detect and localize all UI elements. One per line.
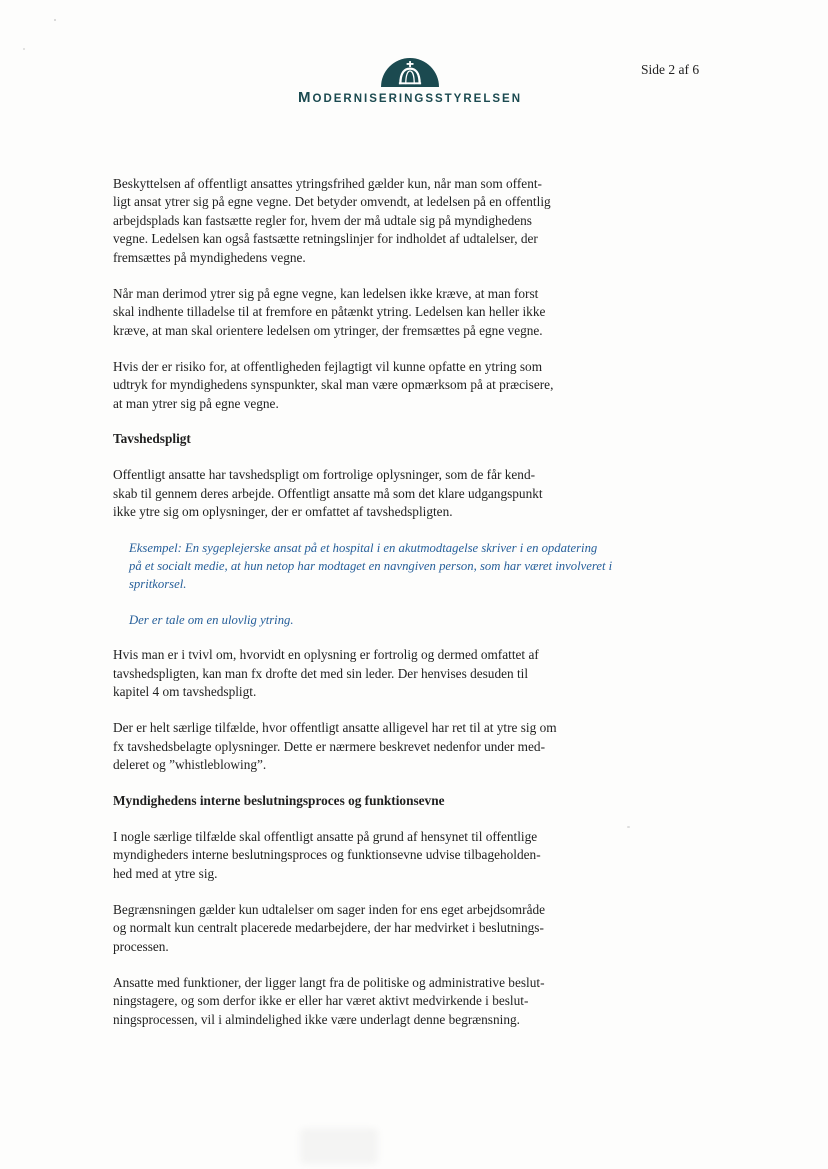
scan-speck <box>54 19 56 21</box>
text-line: Når man derimod ytrer sig på egne vegne, kan ledelsen ikke kræve, at man forst <box>113 285 539 301</box>
text-line: I nogle særlige tilfælde skal offentligt ansatte på grund af hensynet til offentlige <box>113 828 538 844</box>
scan-smudge <box>300 1128 378 1164</box>
text-line: spritkorsel. <box>129 577 187 592</box>
text-line: kræve, at man skal orientere ledelsen om ytringer, der fremsættes på egne vegne. <box>113 322 543 338</box>
text-line: skal indhente tilladelse til at fremfore en påtænkt ytring. Ledelsen kan heller ikke <box>113 304 546 320</box>
text-line: skab til gennem deres arbejde. Offentligt ansatte må som det klare udgangspunkt <box>113 485 543 501</box>
paragraph <box>113 285 615 340</box>
text-line: fx tavshedsbelagte oplysninger. Dette er nærmere beskrevet nedenfor under med- <box>113 738 545 754</box>
crown-icon <box>381 58 439 87</box>
text-line: på et socialt medie, at hun netop har modtaget en navngiven person, som har været involveret i <box>129 559 613 574</box>
text-line: ikke ytre sig om oplysninger, der er omfattet af tavshedspligten. <box>113 504 453 520</box>
paragraph <box>113 828 615 883</box>
paragraph <box>113 719 615 774</box>
text-line: Begrænsningen gælder kun udtalelser om sager inden for ens eget arbejdsområde <box>113 901 546 917</box>
logo-wordmark: MODERNISERINGSSTYRELSEN <box>298 89 522 106</box>
section-heading <box>113 430 615 448</box>
text-line: Myndighedens interne beslutningsproces og funktionsevne <box>113 793 445 809</box>
document-blocks <box>113 175 615 1047</box>
text-line: Der er helt særlige tilfælde, hvor offentligt ansatte alligevel har ret til at ytre sig om <box>113 720 557 736</box>
text-line: Beskyttelsen af offentligt ansattes ytringsfrihed gælder kun, når man som offent- <box>113 176 542 191</box>
text-line: Hvis man er i tvivl om, hvorvidt en oplysning er fortrolig og dermed omfattet af <box>113 647 539 663</box>
text-line: ligt ansat ytrer sig på egne vegne. Det betyder omvendt, at ledelsen på en offentlig <box>113 194 551 210</box>
text-line: hed med at ytre sig. <box>113 865 218 881</box>
text-line: ningstagere, og som derfor ikke er eller har været aktivt medvirkende i beslut- <box>113 993 529 1009</box>
paragraph <box>113 175 615 267</box>
paragraph <box>113 358 615 413</box>
paragraph <box>113 974 615 1029</box>
section-heading <box>113 792 615 810</box>
paragraph <box>113 646 615 701</box>
text-line: arbejdsplads kan fastsætte regler for, hvem der må udtale sig på myndighedens <box>113 212 532 228</box>
text-line: myndigheders interne beslutningsproces og funktionsevne udvise tilbageholden- <box>113 847 541 863</box>
text-line: Offentligt ansatte har tavshedspligt om fortrolige oplysninger, som de får kend- <box>113 467 536 483</box>
paragraph <box>113 466 615 521</box>
text-line: kapitel 4 om tavshedspligt. <box>113 684 257 700</box>
text-line: tavshedspligten, kan man fx drofte det med sin leder. Der henvises desuden til <box>113 665 529 681</box>
paragraph <box>113 901 615 956</box>
moderniseringsstyrelsen-logo <box>293 58 527 106</box>
text-line: udtryk for myndighedens synspunkter, skal man være opmærksom på at præcisere, <box>113 377 554 393</box>
example-block <box>113 539 615 593</box>
page-number-indicator: Side 2 af 6 <box>641 62 700 77</box>
text-line: ningsprocessen, vil i almindelighed ikke være underlagt denne begrænsning. <box>113 1011 520 1027</box>
text-line: Tavshedspligt <box>113 431 191 447</box>
text-line: Eksempel: En sygeplejerske ansat på et hospital i en akutmodtagelse skriver i en opdatering <box>129 541 598 556</box>
text-line: Hvis der er risiko for, at offentligheden fejlagtigt vil kunne opfatte en ytring som <box>113 358 543 374</box>
scan-speck <box>23 48 25 50</box>
text-line: fremsættes på myndighedens vegne. <box>113 249 306 265</box>
text-line: processen. <box>113 938 169 954</box>
text-line: vegne. Ledelsen kan også fastsætte retningslinjer for indholdet af udtalelser, der <box>113 231 538 247</box>
example-block <box>113 611 615 629</box>
text-line: deleret og ”whistleblowing”. <box>113 757 267 773</box>
scan-speck <box>627 826 630 828</box>
text-line: og normalt kun centralt placerede medarbejdere, der har medvirket i beslutnings- <box>113 920 544 936</box>
text-line: Ansatte med funktioner, der ligger langt fra de politiske og administrative beslut- <box>113 974 545 990</box>
text-line: Der er tale om en ulovlig ytring. <box>129 612 294 627</box>
text-line: at man ytrer sig på egne vegne. <box>113 395 279 411</box>
